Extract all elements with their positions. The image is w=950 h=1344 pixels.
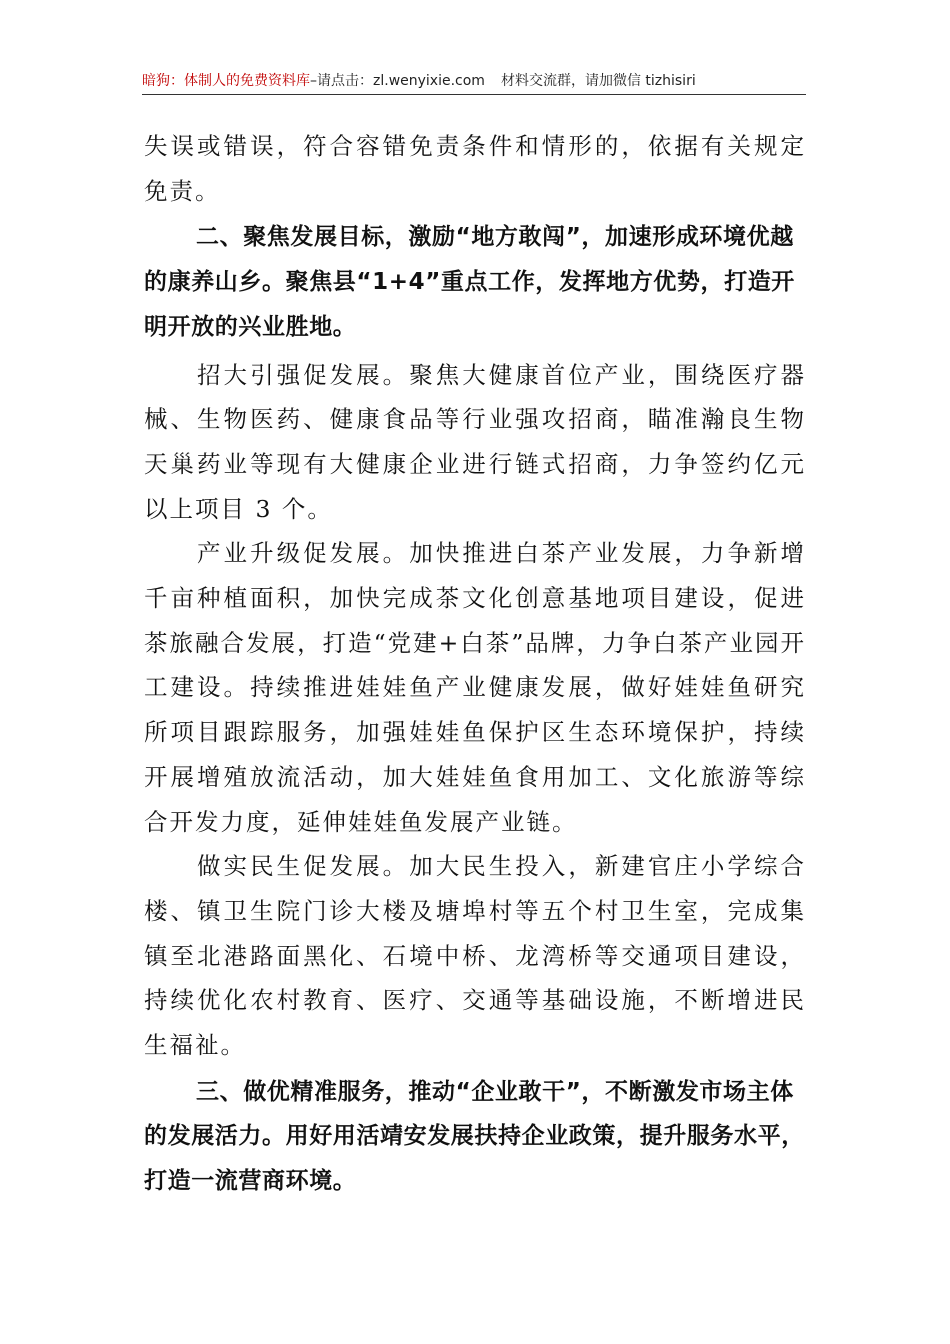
paragraph-industry: 产业升级促发展。加快推进白茶产业发展，力争新增千亩种植面积，加快完成茶文化创意基地项目建设，促进茶旅融合发展，打造“党建+白茶”品牌，力争白茶产业园开工建设。持续推进娃娃鱼产业健康发展，做好娃娃鱼研究所项目跟踪服务，加强娃娃鱼保护区生态环境保护，持续开展增殖放流活动，加大娃娃鱼食用加工、文化旅游等综合开发力度，延伸娃娃鱼发展产业链。 <box>144 539 806 836</box>
header-divider <box>142 94 806 95</box>
paragraph-livelihood: 做实民生促发展。加大民生投入，新建官庄小学综合楼、镇卫生院门诊大楼及塘埠村等五个村卫生室，完成集镇至北港路面黑化、石境中桥、龙湾桥等交通项目建设，持续优化农村教育、医疗、交通等基础设施，不断增进民生福祉。 <box>144 852 806 1060</box>
paragraph-continuation: 失误或错误，符合容错免责条件和情形的，依据有关规定免责。 <box>144 132 806 205</box>
header-click-prefix: –请点击： <box>310 73 373 89</box>
section-heading-3: 三、做优精准服务，推动“企业敢干”，不断激发市场主体的发展活力。用好用活靖安发展扶持企业政策，提升服务水平，打造一流营商环境。 <box>144 1078 805 1195</box>
header-group-note: 材料交流群，请加微信 tizhisiri <box>500 73 696 89</box>
document-body <box>144 124 806 1204</box>
page-header <box>142 70 806 94</box>
paragraph-investment: 招大引强促发展。聚焦大健康首位产业，围绕医疗器械、生物医药、健康食品等行业强攻招商，瞄准瀚良生物天巢药业等现有大健康企业进行链式招商，力争签约亿元以上项目 3 个。 <box>144 360 806 523</box>
header-url-link[interactable]: zl.wenyixie.com <box>373 73 485 89</box>
section-heading-2: 二、聚焦发展目标，激励“地方敢闯”，加速形成环境优越的康养山乡。聚焦县“1+4”重点工作，发挥地方优势，打造开明开放的兴业胜地。 <box>144 224 795 340</box>
header-site-name: 暗狗：体制人的免费资料库 <box>142 73 310 89</box>
